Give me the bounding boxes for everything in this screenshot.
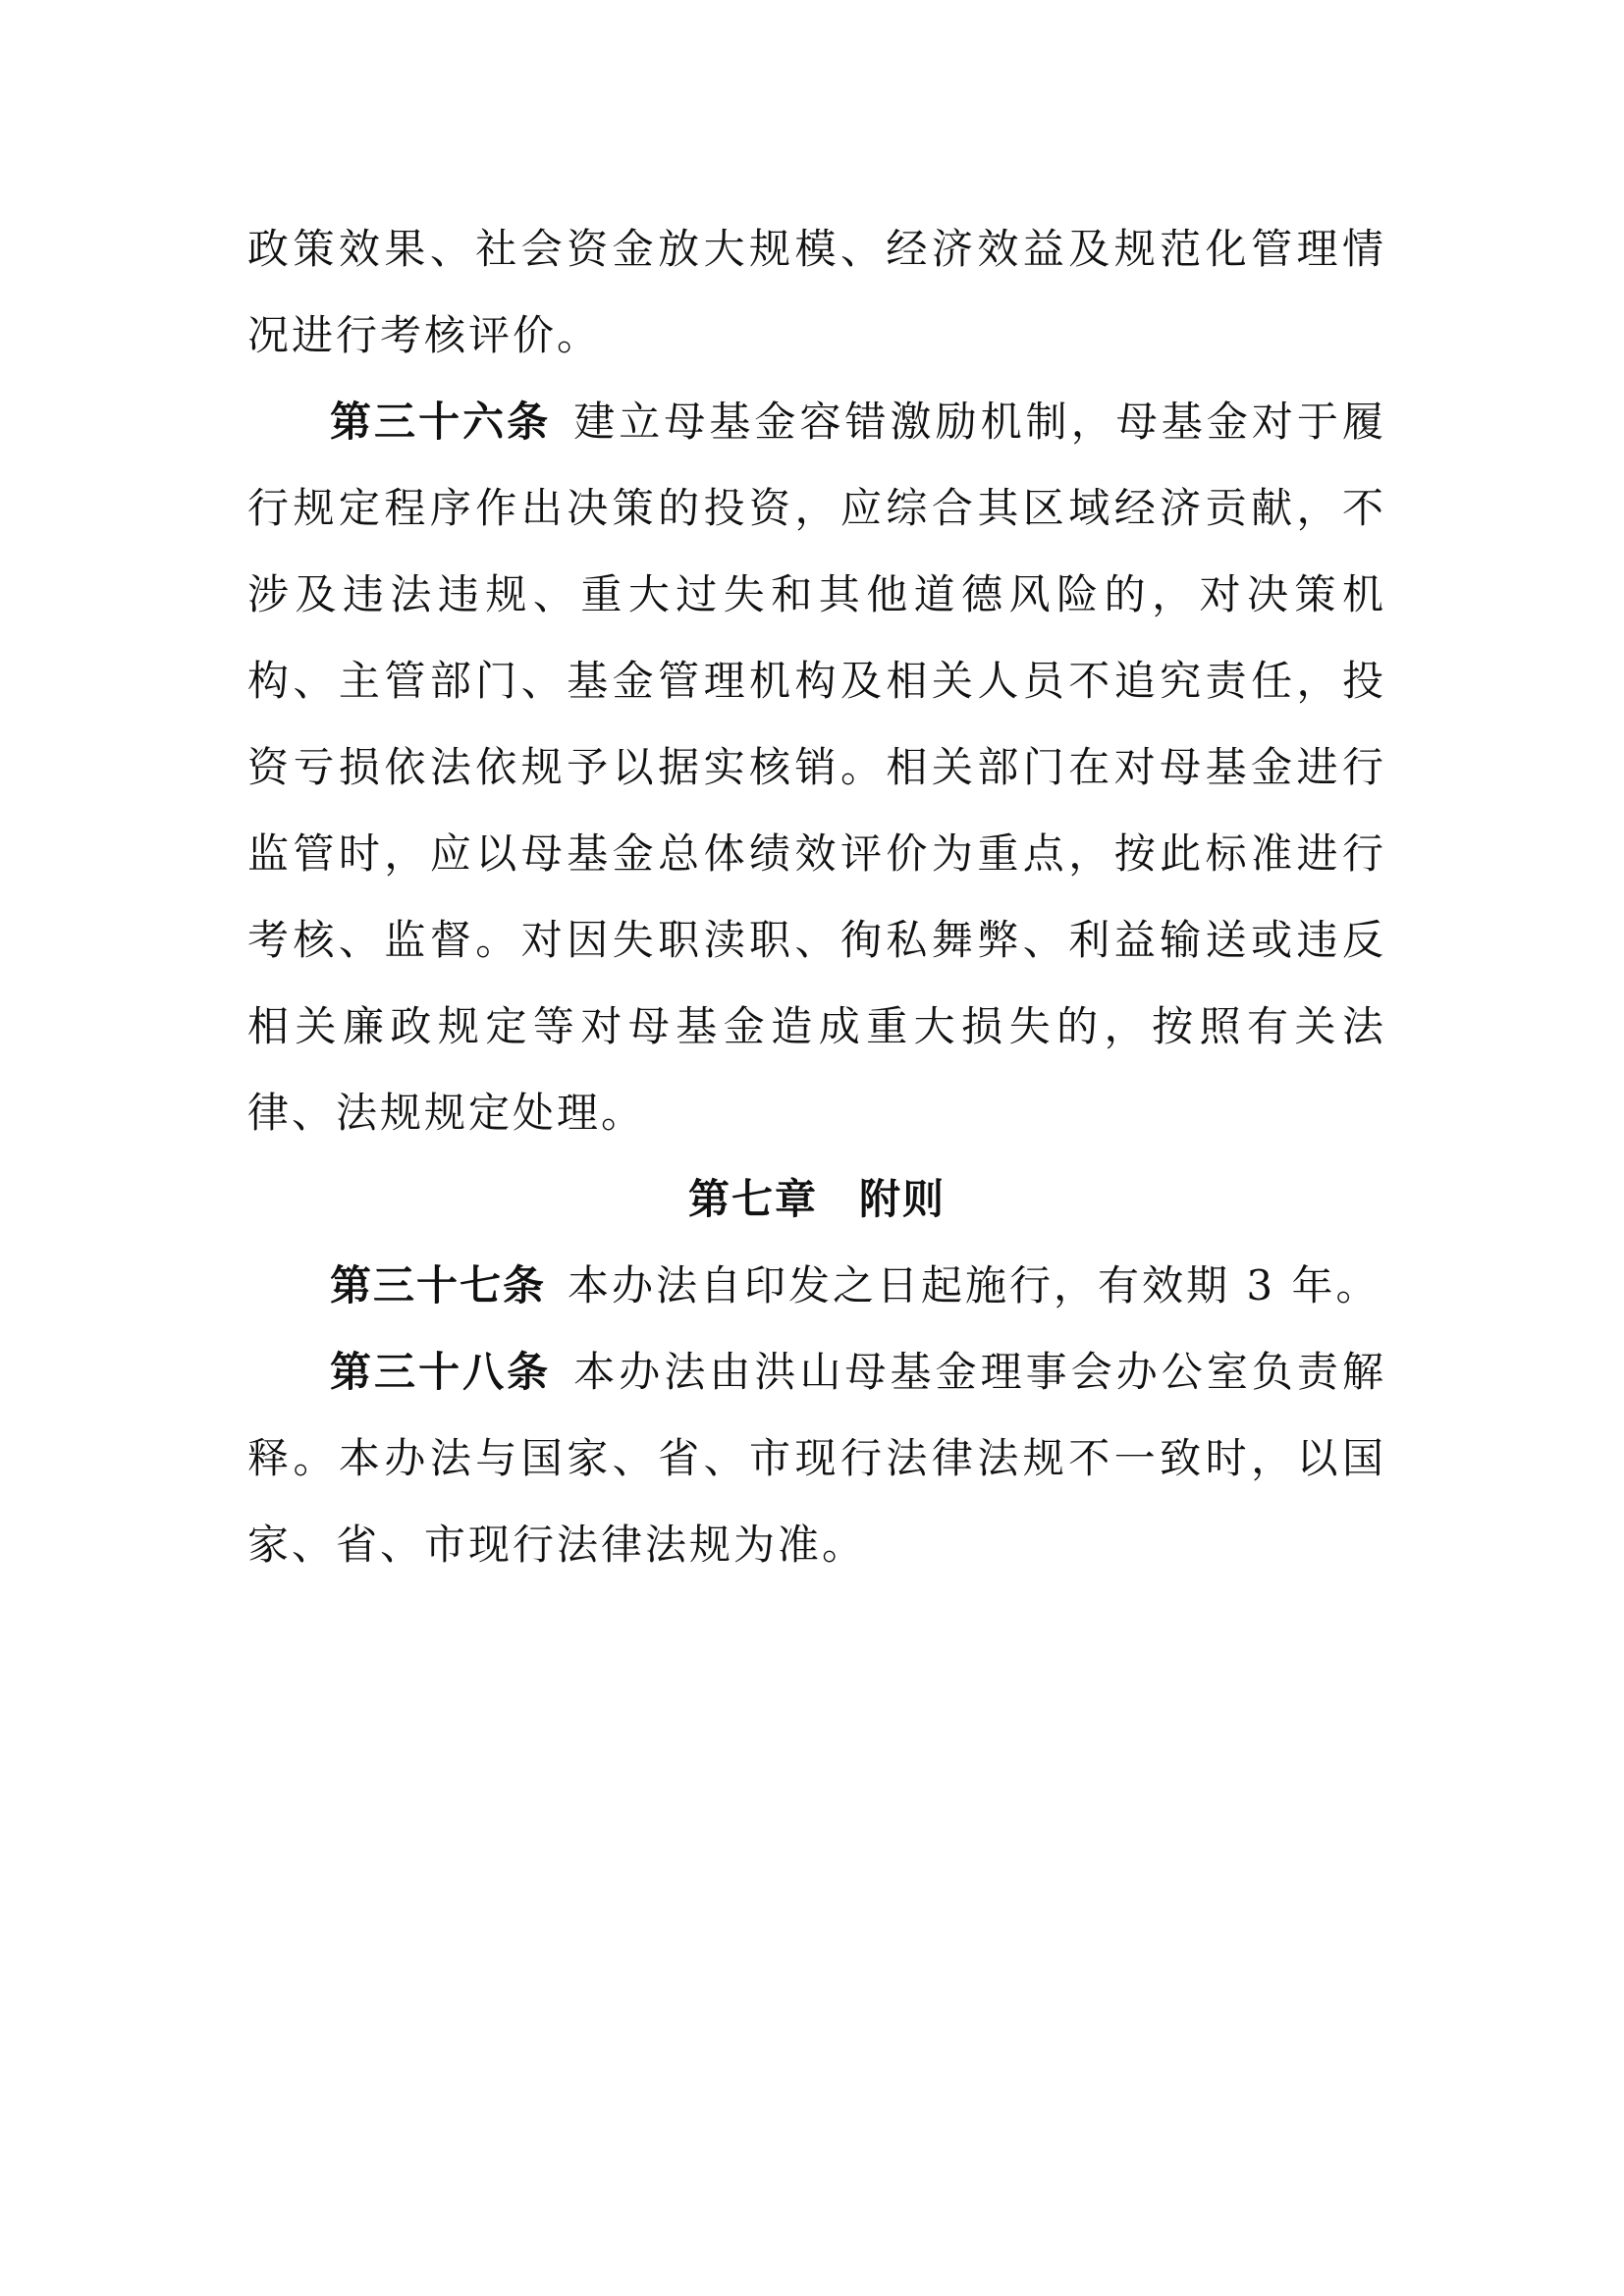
article-38 bbox=[247, 1329, 1386, 1588]
paragraph-continuation bbox=[247, 206, 1386, 379]
chapter-number: 第七章 bbox=[687, 1175, 818, 1223]
chapter-heading bbox=[247, 1156, 1386, 1243]
article-number: 第三十六条 bbox=[330, 398, 552, 446]
article-36 bbox=[247, 379, 1386, 1156]
article-text: 建立母基金容错激励机制，母基金对于履行规定程序作出决策的投资，应综合其区域经济贡献，不涉及违法违规、重大过失和其他道德风险的，对决策机构、主管部门、基金管理机构及相关人员不追究责任，投资亏损依法依规予以据实核销。相关部门在对母基金进行监管时，应以母基金总体绩效评价为重点，按此标准进行考核、监督。对因失职渎职、徇私舞弊、利益输送或违反相关廉政规定等对母基金造成重大损失的，按照有关法律、法规规定处理。 bbox=[247, 398, 1386, 1137]
document-body bbox=[247, 206, 1386, 1588]
article-number: 第三十八条 bbox=[330, 1348, 552, 1396]
chapter-title: 附则 bbox=[859, 1175, 947, 1223]
article-37 bbox=[247, 1243, 1386, 1329]
article-text: 本办法由洪山母基金理事会办公室负责解释。本办法与国家、省、市现行法律法规不一致时，以国家、省、市现行法律法规为准。 bbox=[247, 1348, 1386, 1569]
paragraph-text: 政策效果、社会资金放大规模、经济效益及规范化管理情况进行考核评价。 bbox=[247, 225, 1386, 359]
article-number: 第三十七条 bbox=[330, 1261, 547, 1309]
article-text: 本办法自印发之日起施行，有效期 3 年。 bbox=[568, 1261, 1380, 1309]
